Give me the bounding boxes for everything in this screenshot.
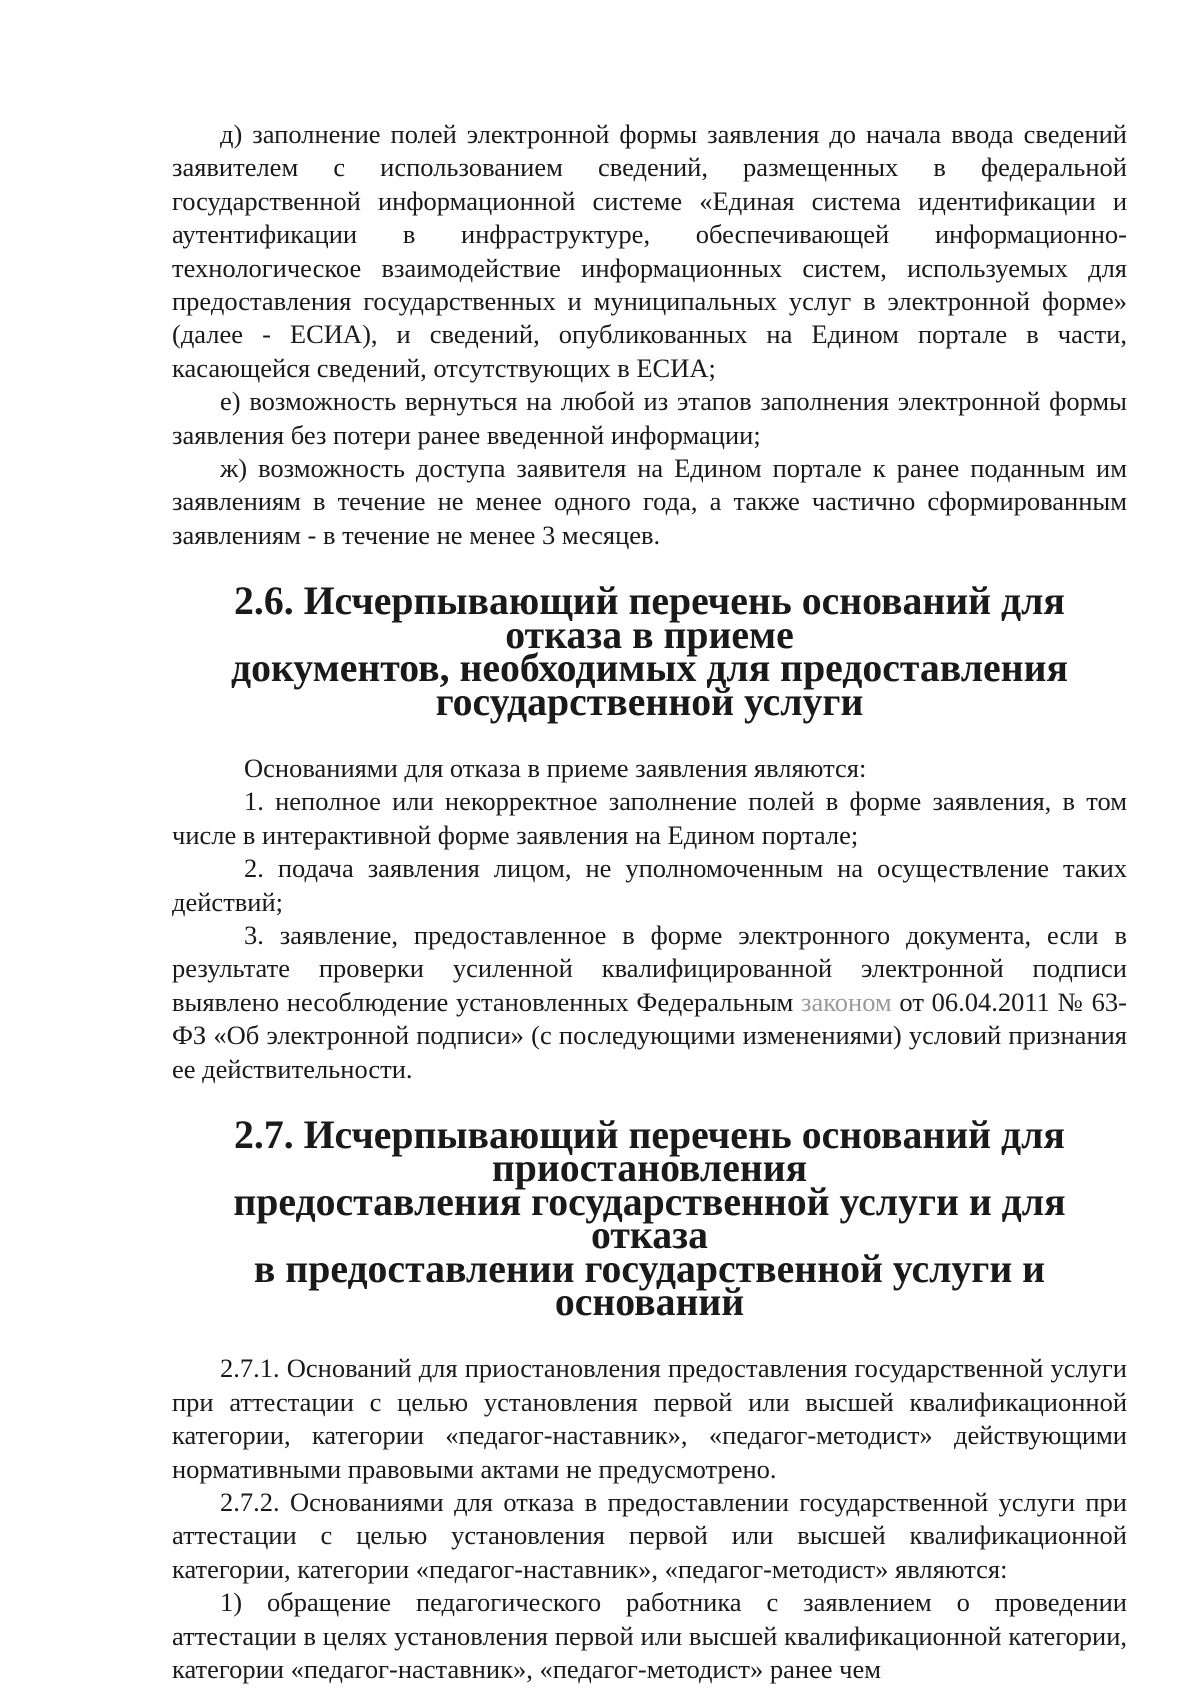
heading-line: государственной услуги — [435, 679, 864, 724]
refusal-item-2: 2. подача заявления лицом, не уполномоченным на осуществление таких действий; — [172, 853, 1127, 917]
paragraph-d: д) заполнение полей электронной формы заявления до начала ввода сведений заявителем с использованием сведений, размещенных в федеральной государственной информационной системе «Единая система идентификации и аутентификации в инфраструктуре, обеспечивающей информационно-технологическое взаимодействие информационных систем, используемых для предоставления государственных и муниципальных услуг в электронной форме» (далее - ЕСИА), и сведений, опубликованных на Едином портале в части, касающейся сведений, отсутствующих в ЕСИА; — [172, 119, 1127, 383]
heading-line: документов, необходимых для предоставления — [230, 646, 1069, 691]
item3-text-a: 3. заявление, предоставленное в форме электронного документа, если в результате проверки усиленной квалифицированной электронной подписи выявлено несоблюдение установленных Федеральным — [172, 919, 1127, 1017]
document-page — [172, 118, 1127, 1686]
heading-line: 2.7. Исчерпывающий перечень оснований для приостановления — [234, 1112, 1065, 1191]
heading-line: в предоставлении государственной услуги и оснований — [253, 1246, 1046, 1324]
paragraph-e: е) возможность вернуться на любой из этапов заполнения электронной формы заявления без потери ранее введенной информации; — [172, 386, 1127, 450]
spacer — [172, 719, 1127, 752]
spacer — [172, 1319, 1127, 1352]
paragraph-2-7-2: 2.7.2. Основаниями для отказа в предоставлении государственной услуги при аттестации с целью установления первой или высшей квалификационной категории, категории «педагог-наставник», «педагог-методист» являются: — [172, 1487, 1127, 1584]
heading-line: 2.6. Исчерпывающий перечень оснований для отказа в приеме — [234, 579, 1065, 657]
item3-text-b: от 06.04.2011 № 63-ФЗ «Об электронной подписи» (с последующими изменениями) условий признания ее действительности. — [172, 986, 1128, 1084]
section-heading-2-7 — [172, 1112, 1127, 1324]
paragraph-2-7-1: 2.7.1. Оснований для приостановления предоставления государственной услуги при аттестации с целью установления первой или высшей квалификационной категории, категории «педагог-наставник», «педагог-методист» действующими нормативными правовыми актами не предусмотрено. — [172, 1353, 1127, 1484]
paragraph-2-7-2-item-1: 1) обращение педагогического работника с заявлением о проведении аттестации в целях установления первой или высшей квалификационной категории, категории «педагог-наставник», «педагог-методист» ранее чем — [172, 1587, 1127, 1685]
law-link-text: законом — [801, 986, 892, 1017]
refusal-intro: Основаниями для отказа в приеме заявления являются: — [244, 752, 867, 783]
heading-line: предоставления государственной услуги и для отказа — [233, 1179, 1066, 1258]
paragraph-zh: ж) возможность доступа заявителя на Едином портале к ранее поданным им заявлениям в течение не менее одного года, а также частично сформированным заявлениям - в течение не менее 3 месяцев. — [172, 453, 1127, 550]
refusal-item-1: 1. неполное или некорректное заполнение полей в форме заявления, в том числе в интерактивной форме заявления на Едином портале; — [172, 786, 1127, 850]
refusal-item-3 — [172, 919, 1127, 1086]
section-heading-2-6 — [172, 579, 1127, 724]
